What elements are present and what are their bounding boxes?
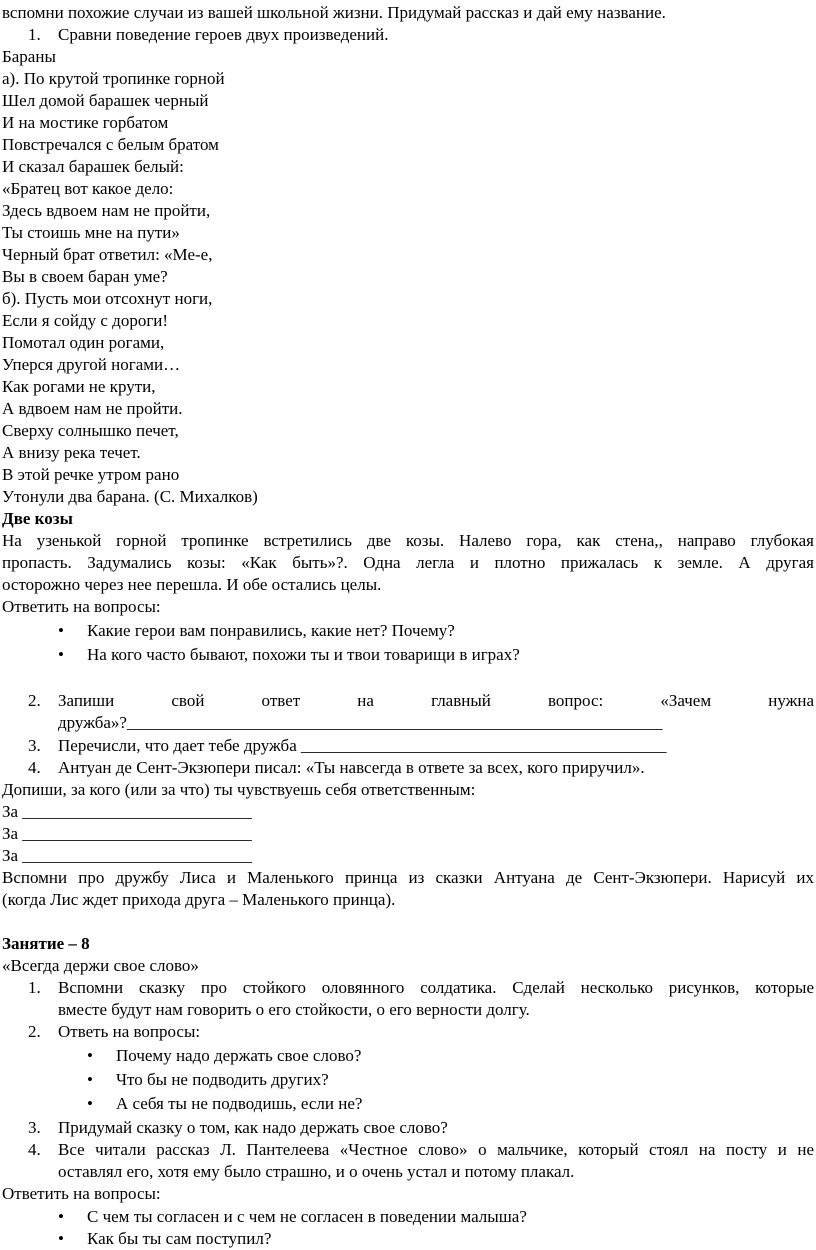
text-line: Перечисли, что дает тебе дружба ___________________________________________	[58, 736, 667, 755]
list-number: 4.	[28, 758, 41, 777]
bullet-text: С чем ты согласен и с чем не согласен в поведении малыша?	[87, 1207, 527, 1226]
text-line: вместе будут нам говорить о его стойкости, о его верности долгу.	[58, 1000, 530, 1019]
bullet-text: Что бы не подводить других?	[116, 1070, 329, 1089]
poem-line: А внизу река течет.	[2, 443, 141, 462]
bullet-icon: •	[87, 1094, 93, 1113]
poem-line: И сказал барашек белый:	[2, 157, 184, 176]
poem-line: Уперся другой ногами…	[2, 355, 181, 374]
list-number: 3.	[28, 1118, 41, 1137]
text-line: Антуан де Сент-Экзюпери писал: «Ты навсегда в ответе за всех, кого приручил».	[58, 758, 645, 777]
text-line: оставлял его, хотя ему было страшно, и о очень устал и потому плакал.	[58, 1162, 575, 1181]
list-number: 2.	[28, 691, 41, 710]
poem-line: В этой речке утром рано	[2, 465, 180, 484]
text-line: Допиши, за кого (или за что) ты чувствуешь себя ответственным:	[2, 780, 476, 799]
section-heading: Занятие – 8	[2, 934, 90, 953]
text-line: Запиши свой ответ на главный вопрос: «Зачем нужна	[58, 691, 814, 710]
poem-line: Черный брат ответил: «Ме-е,	[2, 245, 213, 264]
text-line: Вспомни сказку про стойкого оловянного солдатика. Сделай несколько рисунков, которые	[58, 978, 814, 997]
poem-line: И на мостике горбатом	[2, 113, 169, 132]
list-number: 1.	[28, 25, 41, 44]
poem-line: а). По крутой тропинке горной	[2, 69, 225, 88]
poem-line: Утонули два барана. (С. Михалков)	[2, 487, 258, 506]
text-line: Придумай сказку о том, как надо держать свое слово?	[58, 1118, 448, 1137]
paragraph-line: На узенькой горной тропинке встретились две козы. Налево гора, как стена,, направо глубокая	[2, 531, 814, 550]
poem-line: «Братец вот какое дело:	[2, 179, 174, 198]
list-number: 2.	[28, 1022, 41, 1041]
poem-title: Бараны	[2, 47, 56, 66]
bullet-text: Почему надо держать свое слово?	[116, 1046, 362, 1065]
poem-line: Ты стоишь мне на пути»	[2, 223, 180, 242]
poem-line: Помотал один рогами,	[2, 333, 165, 352]
bullet-text: На кого часто бывают, похожи ты и твои товарищи в играх?	[87, 645, 520, 664]
story-title: Две козы	[2, 509, 73, 528]
poem-line: Шел домой барашек черный	[2, 91, 209, 110]
text-line: Все читали рассказ Л. Пантелеева «Честное слово» о мальчике, который стоял на посту и не	[58, 1140, 814, 1159]
text-line: Ответить на вопросы:	[2, 597, 161, 616]
list-number: 4.	[28, 1140, 41, 1159]
bullet-icon: •	[58, 1207, 64, 1226]
text-line: Ответить на вопросы:	[2, 1184, 161, 1203]
bullet-icon: •	[58, 621, 64, 640]
poem-line: Сверху солнышко печет,	[2, 421, 179, 440]
poem-line: Если я сойду с дороги!	[2, 311, 169, 330]
poem-line: Повстречался с белым братом	[2, 135, 219, 154]
paragraph-line: (когда Лис ждет прихода друга – Маленького принца).	[2, 890, 396, 909]
poem-line: б). Пусть мои отсохнут ноги,	[2, 289, 213, 308]
bullet-icon: •	[58, 645, 64, 664]
paragraph-line: пропасть. Задумались козы: «Как быть»?. Одна легла и плотно прижалась к земле. А другая	[2, 553, 814, 572]
text-line: дружба»?_______________________________________________________________	[58, 713, 663, 732]
bullet-text: А себя ты не подводишь, если не?	[116, 1094, 363, 1113]
bullet-icon: •	[87, 1046, 93, 1065]
poem-line: Вы в своем баран уме?	[2, 267, 168, 286]
list-number: 1.	[28, 978, 41, 997]
bullet-icon: •	[58, 1229, 64, 1248]
section-subtitle: «Всегда держи свое слово»	[2, 956, 199, 975]
text-line: вспомни похожие случаи из вашей школьной жизни. Придумай рассказ и дай ему название.	[2, 3, 666, 22]
paragraph-line: осторожно через нее перешла. И обе остались целы.	[2, 575, 382, 594]
bullet-text: Как бы ты сам поступил?	[87, 1229, 272, 1248]
bullet-icon: •	[87, 1070, 93, 1089]
answer-line: За ___________________________	[2, 846, 252, 865]
poem-line: А вдвоем нам не пройти.	[2, 399, 183, 418]
answer-line: За ___________________________	[2, 802, 252, 821]
text-line: Ответь на вопросы:	[58, 1022, 201, 1041]
text-line: Сравни поведение героев двух произведений.	[58, 25, 389, 44]
poem-line: Как рогами не крути,	[2, 377, 156, 396]
paragraph-line: Вспомни про дружбу Лиса и Маленького принца из сказки Антуана де Сент-Экзюпери. Нарисуй их	[2, 868, 814, 887]
answer-line: За ___________________________	[2, 824, 252, 843]
list-number: 3.	[28, 736, 41, 755]
poem-line: Здесь вдвоем нам не пройти,	[2, 201, 211, 220]
bullet-text: Какие герои вам понравились, какие нет? Почему?	[87, 621, 455, 640]
